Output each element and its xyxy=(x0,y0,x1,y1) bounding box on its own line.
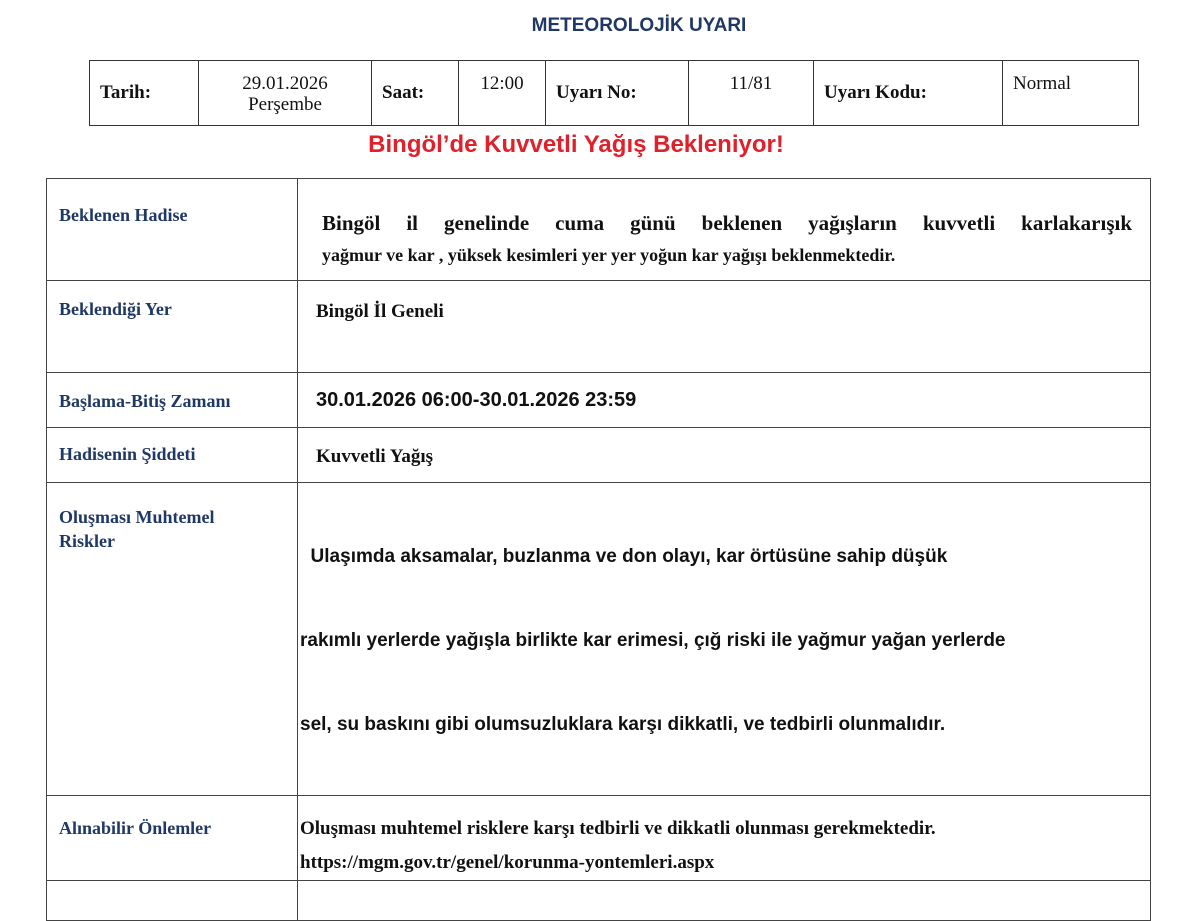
time-label: Saat: xyxy=(372,61,459,126)
possible-risks-label-line-2: Riskler xyxy=(59,531,115,551)
row-expected-place xyxy=(47,281,1151,373)
possible-risks-label-line-1: Oluşması Muhtemel xyxy=(59,507,215,527)
expected-place-value: Bingöl İl Geneli xyxy=(298,281,1151,373)
precautions-line-1: Oluşması muhtemel risklere karşı tedbirli ve dikkatli olunması gerekmektedir. xyxy=(300,818,936,839)
document-title: METEOROLOJİK UYARI xyxy=(531,15,747,36)
empty-value-cell xyxy=(298,881,1151,921)
expected-event-label: Beklenen Hadise xyxy=(47,179,298,281)
row-precautions xyxy=(47,796,1151,881)
date-label: Tarih: xyxy=(90,61,199,126)
precautions-link[interactable]: https://mgm.gov.tr/genel/korunma-yontemleri.aspx xyxy=(300,852,715,873)
warning-no-value: 11/81 xyxy=(689,61,814,126)
precautions-value xyxy=(298,796,1151,881)
date-cell xyxy=(199,61,372,126)
possible-risks-line-1: Ulaşımda aksamalar, buzlanma ve don olayı, kar örtüsüne sahip düşük xyxy=(300,546,948,567)
warning-no-label: Uyarı No: xyxy=(546,61,689,126)
precautions-label: Alınabilir Önlemler xyxy=(47,796,298,881)
severity-value: Kuvvetli Yağış xyxy=(298,428,1151,483)
possible-risks-label xyxy=(47,483,298,796)
warning-details-table xyxy=(46,178,1151,921)
meta-row xyxy=(90,61,1139,126)
day-value: Perşembe xyxy=(248,94,322,115)
possible-risks-line-2: rakımlı yerlerde yağışla birlikte kar erimesi, çığ riski ile yağmur yağan yerlerde xyxy=(300,630,1006,651)
row-severity xyxy=(47,428,1151,483)
headline: Bingöl’de Kuvvetli Yağış Bekleniyor! xyxy=(368,131,784,158)
row-empty xyxy=(47,881,1151,921)
empty-label-cell xyxy=(47,881,298,921)
time-value: 12:00 xyxy=(459,61,546,126)
row-possible-risks xyxy=(47,483,1151,796)
row-start-end-time xyxy=(47,373,1151,428)
expected-event-line-2: yağmur ve kar , yüksek kesimleri yer yer yoğun kar yağışı beklenmektedir. xyxy=(322,245,896,265)
expected-place-label: Beklendiği Yer xyxy=(47,281,298,373)
expected-event-line-1: Bingöl il genelinde cuma günü beklenen yağışların kuvvetli karlakarışık xyxy=(322,211,1132,235)
date-value: 29.01.2026 xyxy=(242,73,328,94)
possible-risks-line-3: sel, su baskını gibi olumsuzluklara karşı dikkatli, ve tedbirli olunmalıdır. xyxy=(300,714,946,735)
severity-label: Hadisenin Şiddeti xyxy=(47,428,298,483)
warning-code-value: Normal xyxy=(1003,61,1139,126)
start-end-time-value: 30.01.2026 06:00-30.01.2026 23:59 xyxy=(298,373,1151,428)
warning-code-label: Uyarı Kodu: xyxy=(814,61,1003,126)
row-expected-event xyxy=(47,179,1151,281)
expected-event-value xyxy=(298,179,1151,281)
start-end-time-label: Başlama-Bitiş Zamanı xyxy=(47,373,298,428)
warning-meta-table xyxy=(89,60,1139,126)
possible-risks-value xyxy=(298,483,1151,796)
